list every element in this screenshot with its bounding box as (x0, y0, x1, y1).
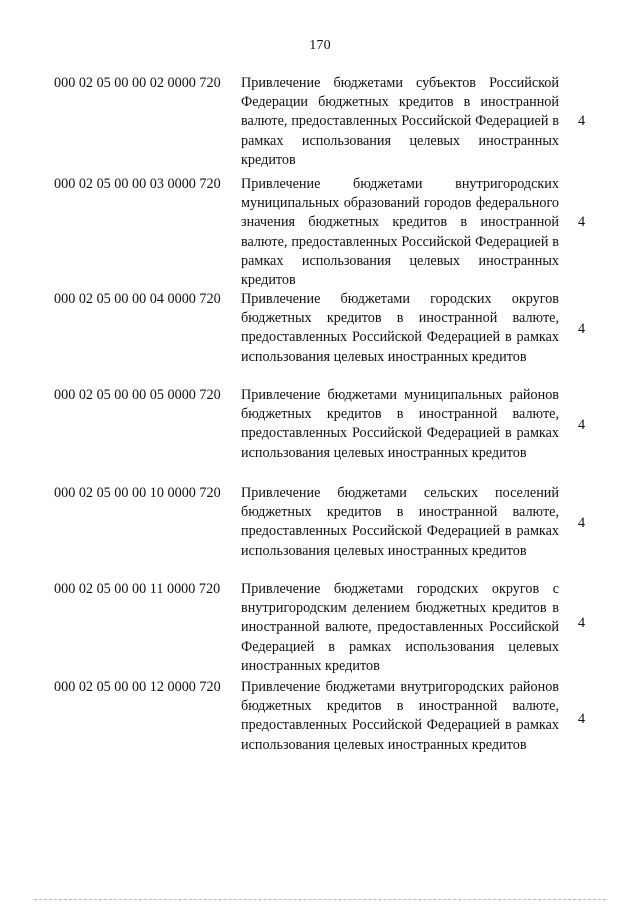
budget-code: 000 02 05 00 00 03 0000 720 (54, 176, 221, 192)
page-number: 170 (309, 38, 331, 53)
entry-level: 4 (578, 214, 586, 230)
budget-code: 000 02 05 00 00 05 0000 720 (54, 387, 221, 403)
entry-level: 4 (578, 711, 586, 727)
entry-description: Привлечение бюджетами внутригородских районов бюджетных кредитов в иностранной валюте, предоставленных Российской Федерацией в рамках использования целевых иностранных кредитов (241, 679, 559, 753)
entry-level: 4 (578, 615, 586, 631)
entry-level: 4 (578, 417, 586, 433)
entry-description: Привлечение бюджетами сельских поселений бюджетных кредитов в иностранной валюте, предоставленных Российской Федерацией в рамках использования целевых иностранных кредитов (241, 485, 559, 559)
entry-level: 4 (578, 113, 586, 129)
budget-code: 000 02 05 00 00 04 0000 720 (54, 291, 221, 307)
entry-description: Привлечение бюджетами муниципальных районов бюджетных кредитов в иностранной валюте, предоставленных Российской Федерацией в рамках использования целевых иностранных кредитов (241, 387, 559, 461)
entry-description: Привлечение бюджетами городских округов с внутригородским делением бюджетных кредитов в иностранной валюте, предоставленных Российской Федерацией в рамках использования целевых иностранных кредитов (241, 581, 559, 674)
entry-level: 4 (578, 321, 586, 337)
entry-description: Привлечение бюджетами внутригородских муниципальных образований городов федерального значения бюджетных кредитов в иностранной валюте, предоставленных Российской Федерацией в рамках использования целевых иностранных кредитов (241, 176, 559, 289)
entry-level: 4 (578, 515, 586, 531)
budget-code: 000 02 05 00 00 12 0000 720 (54, 679, 221, 695)
budget-code: 000 02 05 00 00 02 0000 720 (54, 75, 221, 91)
budget-code: 000 02 05 00 00 10 0000 720 (54, 485, 221, 501)
entry-description: Привлечение бюджетами городских округов бюджетных кредитов в иностранной валюте, предоставленных Российской Федерацией в рамках использования целевых иностранных кредитов (241, 291, 559, 365)
budget-code: 000 02 05 00 00 11 0000 720 (54, 581, 221, 597)
page-bottom-edge (34, 899, 606, 900)
entry-description: Привлечение бюджетами субъектов Российской Федерации бюджетных кредитов в иностранной валюте, предоставленных Российской Федерацией в рамках использования целевых иностранных кредитов (241, 75, 559, 168)
